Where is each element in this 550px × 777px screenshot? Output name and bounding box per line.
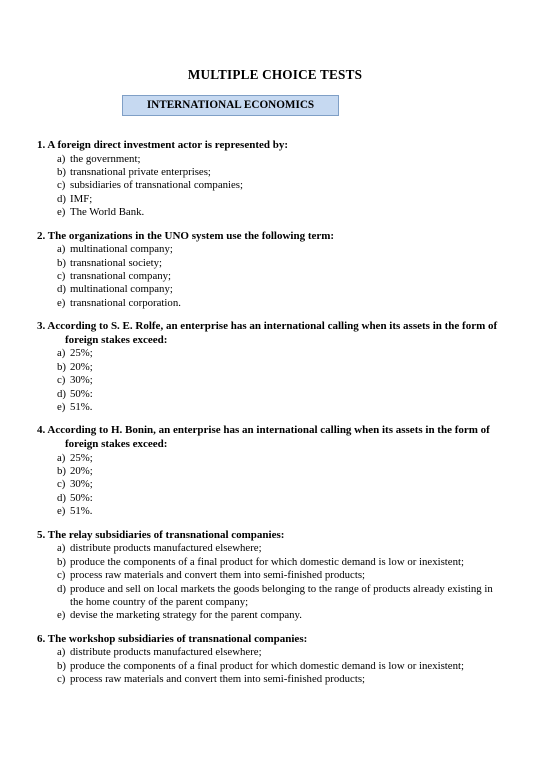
question-stem: 1. A foreign direct investment actor is represented by: [37,139,289,151]
answer-option [37,609,507,622]
option-letter: b) [57,659,66,672]
option-text: 51%. [70,401,93,414]
option-list [37,153,507,220]
option-text: produce the components of a final product for which domestic demand is low or inexistent; [70,659,464,672]
option-text: multinational company; [70,283,173,296]
option-letter: a) [57,243,66,256]
option-text: 25%; [70,347,93,360]
question-stem: 3. According to S. E. Rolfe, an enterprise has an international calling when its assets in the form of foreign stakes exceed: [37,320,498,346]
option-letter: e) [57,206,66,219]
option-letter: e) [57,296,66,309]
answer-option [37,583,507,610]
option-text: distribute products manufactured elsewhere; [70,646,262,659]
option-text: 30%; [70,478,93,491]
answer-option [37,556,507,569]
option-letter: b) [57,360,66,373]
question-2 [37,230,507,311]
answer-option [37,166,507,179]
answer-option [37,361,507,374]
question-stem: 4. According to H. Bonin, an enterprise has an international calling when its assets in the form of foreign stakes exceed: [37,424,490,451]
option-letter: c) [57,374,66,387]
answer-option [37,673,507,686]
option-letter: a) [57,152,66,165]
question-stem: 2. The organizations in the UNO system use the following term: [37,229,335,242]
answer-option [37,660,507,673]
answer-option [37,478,507,491]
page-title: MULTIPLE CHOICE TESTS [187,67,363,82]
option-letter: e) [57,401,66,414]
option-letter: d) [57,582,66,595]
option-text: 30%; [70,374,93,387]
option-text: produce the components of a final product for which domestic demand is low or inexistent; [70,555,464,568]
answer-option [37,388,507,401]
option-text: subsidiaries of transnational companies; [70,179,244,192]
option-letter: a) [57,646,66,659]
question-stem: 6. The workshop subsidiaries of transnational companies: [37,632,308,645]
option-letter: a) [57,542,66,555]
answer-option [37,452,507,465]
option-letter: c) [57,673,66,686]
answer-option [37,179,507,192]
option-text: transnational company; [70,270,172,283]
option-text: process raw materials and convert them into semi-finished products; [70,569,366,582]
answer-option [37,270,507,283]
answer-option [37,492,507,505]
question-stem: 5. The relay subsidiaries of transnational companies: [37,528,285,541]
option-letter: c) [57,270,66,283]
option-letter: c) [57,569,66,582]
option-letter: d) [57,387,66,400]
option-letter: c) [57,478,66,491]
option-text: 50%: [70,491,93,504]
option-letter: b) [57,166,66,178]
option-letter: e) [57,609,66,622]
option-list [37,347,507,414]
question-6 [37,633,507,687]
section-subtitle: INTERNATIONAL ECONOMICS [122,95,339,116]
answer-option [37,283,507,296]
answer-option [37,297,507,310]
option-letter: d) [57,283,66,296]
question-1 [37,139,507,220]
option-list [37,542,507,622]
answer-option [37,542,507,555]
answer-option [37,505,507,518]
answer-option [37,257,507,270]
answer-option [37,347,507,360]
option-letter: a) [57,347,66,360]
option-letter: e) [57,505,66,518]
answer-option [37,401,507,414]
option-letter: b) [57,555,66,568]
option-text: distribute products manufactured elsewhere; [70,542,262,555]
option-text: the government; [70,152,141,165]
option-text: IMF; [70,192,93,205]
option-text: 20%; [70,465,93,478]
option-text: process raw materials and convert them into semi-finished products; [70,673,366,686]
option-text: devise the marketing strategy for the parent company. [70,609,302,622]
question-4 [37,424,507,518]
answer-option [37,243,507,256]
option-list [37,243,507,310]
option-text: multinational company; [70,243,173,256]
option-letter: d) [57,491,66,504]
option-text: The World Bank. [70,206,145,219]
option-list [37,452,507,519]
answer-option [37,193,507,206]
option-text: produce and sell on local markets the goods belonging to the range of products already existing in the home country of the parent company; [70,582,493,608]
answer-option [37,465,507,478]
option-text: transnational corporation. [70,296,181,309]
option-text: transnational private enterprises; [70,166,211,178]
option-text: 50%: [70,387,93,400]
question-5 [37,529,507,623]
option-letter: a) [57,451,66,464]
answer-option [37,374,507,387]
option-list [37,646,507,686]
answer-option [37,153,507,166]
answer-option [37,569,507,582]
option-text: 51%. [70,505,93,518]
option-letter: c) [57,179,66,192]
answer-option [37,646,507,659]
option-text: 20%; [70,360,93,373]
option-letter: b) [57,256,66,269]
option-text: transnational society; [70,256,163,269]
option-letter: d) [57,192,66,205]
answer-option [37,206,507,219]
option-letter: b) [57,465,66,478]
question-list [37,139,507,697]
option-text: 25%; [70,451,93,464]
question-3 [37,320,507,414]
